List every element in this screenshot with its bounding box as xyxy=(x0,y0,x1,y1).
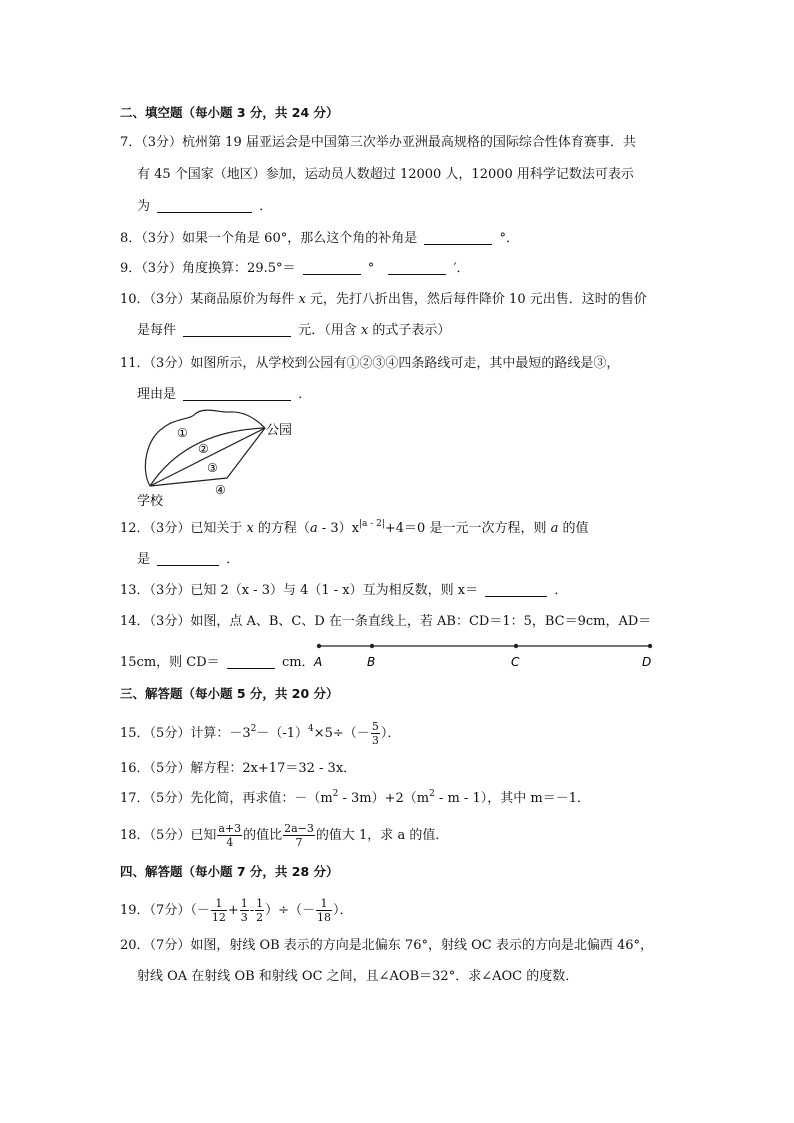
q12-line2 xyxy=(137,551,239,569)
q20-line2: 射线 OA 在射线 OB 和射线 OC 之间，且∠AOB＝32°．求∠AOC 的度数． xyxy=(137,969,579,984)
q18-fraction-2 xyxy=(283,822,315,849)
q18-num1: a+3 xyxy=(218,822,242,835)
point-d-label: D xyxy=(642,655,652,669)
point-a-label: A xyxy=(314,655,323,669)
q19-n3: 1 xyxy=(256,897,264,910)
q11-answer-blank[interactable] xyxy=(183,386,291,401)
q19-op2: - xyxy=(249,903,255,918)
q14-line2 xyxy=(120,654,315,672)
q10-line1-var: x xyxy=(298,292,306,307)
q15-expr-b: －（-1） xyxy=(256,726,309,741)
q14-line-figure xyxy=(310,638,660,672)
q17-line xyxy=(120,790,590,808)
q19-fraction-3 xyxy=(255,897,264,924)
q11-route-figure xyxy=(135,408,305,510)
q17-exp2: 2 xyxy=(429,788,435,799)
point-c-label: C xyxy=(511,655,520,669)
q17-pre: 17．（5分）先化简，再求值：－（m xyxy=(120,791,333,806)
q18-post: 的值大 1，求 a 的值． xyxy=(315,828,449,843)
q12-b: 的方程（ xyxy=(253,521,310,536)
q12-a: 12．（3分）已知关于 xyxy=(120,521,247,536)
q18-fraction-1 xyxy=(217,822,242,849)
q19-op1: + xyxy=(227,903,239,918)
q10-line2 xyxy=(137,322,450,340)
q15-exp1: 2 xyxy=(250,723,257,734)
point-a xyxy=(317,644,321,648)
q14-line2-pre: 15cm，则 CD＝ xyxy=(120,655,220,670)
q18-pre: 18．（5分）已知 xyxy=(120,828,217,843)
q15-line xyxy=(120,720,400,747)
q15-fraction xyxy=(371,720,380,747)
q13-answer-blank[interactable] xyxy=(485,582,547,597)
q13-line xyxy=(120,582,567,600)
q19-post: ）． xyxy=(333,903,353,918)
q12-d: +4＝0 是一元一次方程，则 xyxy=(384,521,551,536)
q7-line3-pre: 为 xyxy=(137,199,151,214)
route-4-label: ④ xyxy=(215,483,226,497)
q12-var-a: a xyxy=(309,521,318,536)
q19-pre: 19．（7分）（－ xyxy=(120,903,210,918)
q20-line1: 20．（7分）如图，射线 OB 表示的方向是北偏东 76°，射线 OC 表示的方向是北偏西 46°， xyxy=(120,938,654,953)
q9-minute-blank[interactable] xyxy=(388,260,446,275)
point-b xyxy=(370,644,374,648)
q19-fraction-4 xyxy=(316,897,332,924)
q7-line3 xyxy=(137,198,272,216)
q14-line2-post: cm． xyxy=(281,655,315,670)
q17-post: - m - 1），其中 m＝－1． xyxy=(434,791,591,806)
point-b-label: B xyxy=(367,655,376,669)
q11-line2-pre: 理由是 xyxy=(137,387,177,402)
q12-exponent: |a - 2| xyxy=(358,518,385,529)
q12-answer-blank[interactable] xyxy=(157,551,219,566)
q18-den1: 4 xyxy=(226,836,234,849)
q15-denominator: 3 xyxy=(371,734,379,747)
q19-line xyxy=(120,897,353,924)
q15-exp2: 4 xyxy=(308,723,314,734)
section-3-heading: 三、解答题（每小题 5 分，共 20 分） xyxy=(120,686,339,701)
q14-line1: 14．（3分）如图，点 A、B、C、D 在一条直线上，若 AB：CD＝1：5，BC＝9cm，AD＝ xyxy=(120,614,652,629)
section-4-heading: 四、解答题（每小题 7 分，共 28 分） xyxy=(120,864,339,879)
q7-answer-blank[interactable] xyxy=(157,198,252,213)
q15-numerator: 5 xyxy=(371,720,379,733)
q19-n2: 1 xyxy=(240,897,248,910)
q19-n4: 1 xyxy=(316,897,332,911)
q18-num2: 2a−3 xyxy=(284,822,314,835)
q9-pre: 9．（3分）角度换算：29.5°＝ xyxy=(120,261,296,276)
route-3-label: ③ xyxy=(207,461,218,475)
q12-var-x: x xyxy=(246,521,254,536)
q7-line3-post: ． xyxy=(259,199,273,214)
q12-line2-post: ． xyxy=(226,552,240,567)
q10-answer-blank[interactable] xyxy=(183,322,291,337)
q12-c: - 3）x xyxy=(317,521,359,536)
q18-den2: 7 xyxy=(295,836,303,849)
q19-d4: 18 xyxy=(317,911,332,924)
q10-line1-a: 10．（3分）某商品原价为每件 xyxy=(120,292,299,307)
q10-line2-post-b: 的式子表示） xyxy=(368,323,451,338)
q10-line2-pre: 是每件 xyxy=(137,323,177,338)
q16-line: 16．（5分）解方程：2x+17＝32 - 3x． xyxy=(120,761,357,776)
school-label: 学校 xyxy=(137,494,164,509)
park-label: 公园 xyxy=(266,423,293,438)
q12-e: 的值 xyxy=(558,521,589,536)
q15-post: ）． xyxy=(380,726,401,741)
q19-d2: 3 xyxy=(240,911,248,924)
q7-line2: 有 45 个国家（地区）参加，运动员人数超过 12000 人，12000 用科学记数法可表示 xyxy=(137,167,634,182)
q18-mid: 的值比 xyxy=(243,828,283,843)
q18-line xyxy=(120,822,448,849)
q19-d1: 12 xyxy=(211,911,226,924)
q10-line2-post-a: 元．（用含 xyxy=(298,323,361,338)
q8-line xyxy=(120,230,519,248)
q10-line1-b: 元，先打八折出售，然后每件降价 10 元出售．这时的售价 xyxy=(305,292,647,307)
route-1-label: ① xyxy=(177,426,188,440)
q17-exp1: 2 xyxy=(332,788,339,799)
q17-mid: - 3m）+2（m xyxy=(338,791,430,806)
q15-expr-a: －3 xyxy=(229,726,251,741)
q11-line1: 11．（3分）如图所示，从学校到公园有①②③④四条路线可走，其中最短的路线是③， xyxy=(120,356,620,371)
q14-answer-blank[interactable] xyxy=(227,654,275,669)
q12-line2-pre: 是 xyxy=(137,552,151,567)
q11-line2 xyxy=(137,386,311,404)
q13-pre: 13．（3分）已知 2（x - 3）与 4（1 - x）互为相反数，则 x＝ xyxy=(120,583,479,598)
q9-post: ′． xyxy=(453,261,470,276)
q7-line1: 7．（3分）杭州第 19 届亚运会是中国第三次举办亚洲最高规格的国际综合性体育赛事．共 xyxy=(120,135,636,150)
q13-post: ． xyxy=(554,583,568,598)
q10-line1 xyxy=(120,291,647,309)
route-3-path xyxy=(150,428,265,486)
q9-mid: ° xyxy=(367,261,375,276)
q15-expr-c: ×5÷（－ xyxy=(313,726,370,741)
q11-line2-post: ． xyxy=(298,387,312,402)
q9-line xyxy=(120,260,470,278)
q9-degree-blank[interactable] xyxy=(303,260,361,275)
q8-answer-blank[interactable] xyxy=(424,230,492,245)
q19-fraction-2 xyxy=(240,897,249,924)
q19-fraction-1 xyxy=(211,897,227,924)
q12-var-a2: a xyxy=(550,521,559,536)
q10-line2-var: x xyxy=(360,323,369,338)
q19-mid: ）÷（－ xyxy=(265,903,316,918)
point-d xyxy=(648,644,652,648)
q12-line1 xyxy=(120,520,589,538)
q19-n1: 1 xyxy=(211,897,227,911)
point-c xyxy=(514,644,518,648)
q8-pre: 8．（3分）如果一个角是 60°，那么这个角的补角是 xyxy=(120,231,418,246)
q8-post: °． xyxy=(499,231,520,246)
route-2-label: ② xyxy=(198,442,209,456)
q15-pre: 15．（5分）计算： xyxy=(120,726,230,741)
section-2-heading: 二、填空题（每小题 3 分，共 24 分） xyxy=(120,105,339,120)
q19-d3: 2 xyxy=(256,911,264,924)
